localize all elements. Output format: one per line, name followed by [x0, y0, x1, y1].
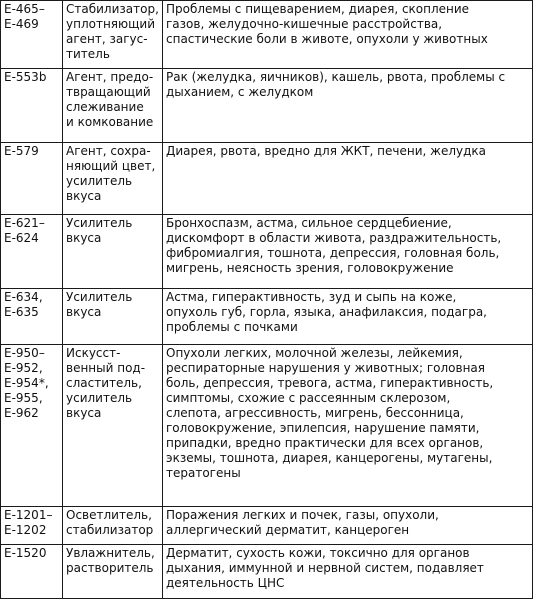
additive-effects-cell	[163, 215, 533, 289]
additive-code: E-634, E-635	[4, 290, 43, 319]
additive-role-cell	[63, 545, 163, 599]
additive-role-cell	[63, 345, 163, 507]
additive-effects: Рак (желудка, яичников), кашель, рвота, проблемы с дыханием, с желудком	[166, 70, 506, 99]
additive-code: E-1520	[4, 546, 47, 560]
additive-code-cell	[1, 545, 63, 599]
table-row	[1, 215, 533, 289]
additive-code: E-950– E-952, E-954*, E-955, E-962	[4, 346, 49, 420]
additive-role: Усилитель вкуса	[66, 290, 133, 319]
additive-effects: Бронхоспазм, астма, сильное сердцебиение, дискомфорт в области живота, раздражительность, фибромиалгия, тошнота, депрессия, головная боль, мигрень, неясность зрения, головокружение	[166, 216, 502, 275]
additive-code-cell	[1, 143, 63, 215]
additive-role-cell	[63, 507, 163, 545]
table-row	[1, 345, 533, 507]
additive-code-cell	[1, 69, 63, 143]
additive-effects: Опухоли легких, молочной железы, лейкемия, респираторные нарушения у животных; головная боль, депрессия, тревога, астма, гиперактивность, симптомы, схожие с рассеянным склерозом, слепота, агрессивность, мигрень, бессонница, головокружение, эпилепсия, нарушение памяти, припадки, вредно практически для всех органов, экземы, тошнота, диарея, канцерогены, мутагены, тератогены	[166, 346, 494, 480]
additive-code: E-553b	[4, 70, 47, 84]
additive-code: E-465– E-469	[4, 2, 45, 31]
additive-role: Агент, сохра- няющий цвет, усилитель вкуса	[66, 144, 156, 203]
additive-role: Усилитель вкуса	[66, 216, 133, 245]
additive-effects-cell	[163, 69, 533, 143]
additive-effects: Проблемы с пищеварением, диарея, скопление газов, желудочно-кишечные расстройства, спастические боли в животе, опухоли у животных	[166, 2, 488, 46]
additive-code-cell	[1, 215, 63, 289]
additive-role: Увлажнитель, растворитель	[66, 546, 155, 575]
table-row	[1, 1, 533, 69]
table-row	[1, 545, 533, 599]
additive-effects: Диарея, рвота, вредно для ЖКТ, печени, желудка	[166, 144, 486, 158]
additive-code-cell	[1, 1, 63, 69]
additive-role-cell	[63, 215, 163, 289]
table-row	[1, 69, 533, 143]
additive-role-cell	[63, 1, 163, 69]
additive-code: E-579	[4, 144, 39, 158]
table-row	[1, 289, 533, 345]
additive-effects-cell	[163, 143, 533, 215]
additive-effects-cell	[163, 289, 533, 345]
additive-effects-cell	[163, 507, 533, 545]
additive-role: Агент, предо- твращающий слеживание и комкование	[66, 70, 154, 129]
table-row	[1, 507, 533, 545]
additive-code-cell	[1, 507, 63, 545]
additive-role: Осветлитель, стабилизатор	[66, 508, 154, 537]
additive-role-cell	[63, 143, 163, 215]
additive-effects: Астма, гиперактивность, зуд и сыпь на коже, опухоль губ, горла, языка, анафилаксия, подагра, проблемы с почками	[166, 290, 487, 334]
additive-effects-cell	[163, 1, 533, 69]
additive-code-cell	[1, 345, 63, 507]
additive-code: E-1201– E-1202	[4, 508, 53, 537]
additive-role-cell	[63, 289, 163, 345]
additive-role: Искусст- венный под- сластитель, усилитель вкуса	[66, 346, 146, 420]
additive-code: E-621– E-624	[4, 216, 45, 245]
additive-effects-cell	[163, 345, 533, 507]
additive-role: Стабилизатор, уплотняющий агент, загус- титель	[66, 2, 159, 61]
additive-effects: Поражения легких и почек, газы, опухоли, аллергический дерматит, канцероген	[166, 508, 439, 537]
additive-code-cell	[1, 289, 63, 345]
additive-effects-cell	[163, 545, 533, 599]
additive-effects: Дерматит, сухость кожи, токсично для органов дыхания, иммунной и нервной систем, подавляет деятельность ЦНС	[166, 546, 484, 590]
additive-role-cell	[63, 69, 163, 143]
table-row	[1, 143, 533, 215]
